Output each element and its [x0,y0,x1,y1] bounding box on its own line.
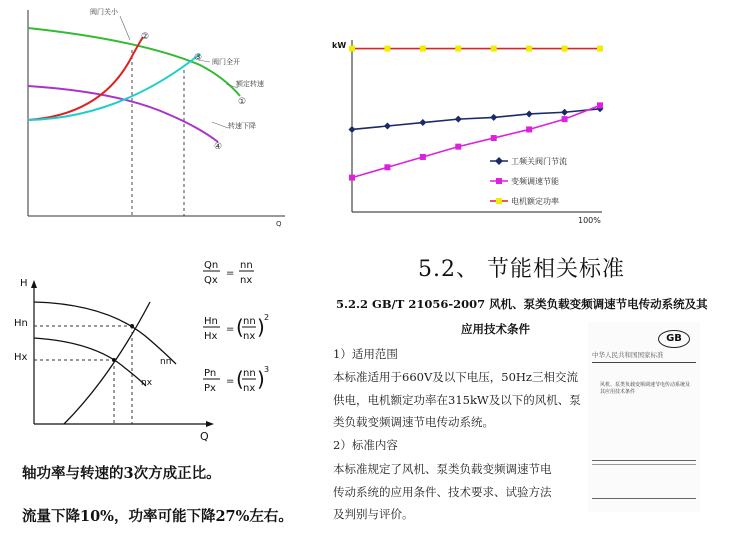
svg-text:3: 3 [264,365,270,374]
standard-heading-cont: 应用技术条件 [461,322,530,336]
series-point-2-1 [384,46,390,52]
cover-org: 中华人民共和国国家标准 [592,351,664,359]
series-point-2-7 [597,46,603,52]
item1-line: 供电，电机额定功率在315kW及以下的风机、泵 [333,393,581,407]
series-point-0-4 [490,114,497,121]
svg-text:): ) [257,315,265,339]
operating-point [130,324,134,328]
svg-text:nn: nn [243,316,256,327]
label-q-axis: Q [276,220,282,228]
svg-text:2: 2 [264,313,270,322]
series-point-1-2 [420,154,426,160]
y-axis-arrow [31,280,37,288]
cover-rule [592,498,696,499]
svg-text:(: ( [236,315,244,339]
series-point-0-2 [419,119,426,126]
series-point-1-6 [562,116,568,122]
cover-rule [592,460,696,461]
series-point-0-6 [561,109,568,116]
label-nx: nx [141,378,153,388]
series-point-2-4 [491,46,497,52]
chart-legend [490,156,567,206]
item2-line: 及判别与评价。 [333,507,414,521]
caption-power-reduction: 流量下降10%，功率可能下降27%左右。 [22,508,293,525]
series-point-2-3 [455,46,461,52]
svg-text:(: ( [236,367,244,391]
label-pt1: ① [238,97,247,107]
series-point-2-2 [420,46,426,52]
series-point-0-5 [526,110,533,117]
svg-text:nx: nx [243,383,256,394]
label-hn: Hn [14,318,28,329]
pump-curves-diagram [0,0,300,240]
item2-title: 2）标准内容 [333,438,398,452]
cover-title: 风机、泵类负载变频调速节电传动系统及其应用技术条件 [600,382,691,395]
series-point-0-1 [384,123,391,130]
svg-text:=: = [226,324,235,335]
standard-heading: 5.2.2 GB/T 21056-2007 风机、泵类负载变频调速节电传动系统及其 [336,297,708,311]
series-point-1-4 [491,135,497,141]
svg-text:nx: nx [243,331,256,342]
label-pt2: ② [141,32,150,42]
svg-text:Hn: Hn [204,316,218,327]
x-axis-arrow [206,421,214,427]
item1-line: 类负载变频调速节电传动系统。 [333,415,494,429]
cover-rule [592,362,696,363]
series-point-2-0 [349,46,355,52]
label-pt4: ④ [214,142,223,152]
y-axis-label: kW [332,41,347,50]
leader-line [120,16,130,40]
y-axis-label: H [20,278,28,289]
curve-nx [34,338,146,386]
legend-marker-rated [496,198,502,204]
series-point-1-5 [526,126,532,132]
svg-text:nn: nn [240,260,253,271]
label-nn: nn [160,357,172,367]
svg-text:Hx: Hx [204,331,218,342]
series-point-2-5 [526,46,532,52]
system-curve [64,302,150,424]
legend-marker-vfd [496,178,502,184]
series-point-1-0 [349,175,355,181]
series-point-2-6 [562,46,568,52]
section-title: 5.2、 节能相关标准 [418,257,625,282]
legend-marker-throttle [495,157,503,165]
label-pt3: ③ [194,53,203,63]
power-comparison-chart [330,30,610,230]
x-tick-label: 100% [578,216,601,225]
leader-line [212,122,228,128]
svg-text:Px: Px [204,383,216,394]
series-point-1-1 [384,164,390,170]
item2-line: 本标准规定了风机、泵类负载变频调速节电 [333,462,552,476]
valve-closed-system-curve [28,37,143,120]
formula-head [203,313,269,342]
item1-line: 本标准适用于660V及以下电压，50Hz三相交流 [333,370,578,384]
reduced-speed-curve [28,86,218,142]
svg-text:Qx: Qx [204,275,218,286]
svg-text:nx: nx [240,275,253,286]
series-point-1-3 [455,144,461,150]
legend-label-vfd: 变频调速节能 [511,177,559,186]
formula-power [203,365,269,394]
affinity-law-formulas [200,256,290,416]
formula-flow [203,260,254,286]
series-point-0-3 [455,116,462,123]
valve-open-system-curve [28,53,203,120]
item1-title: 1）适用范围 [333,347,398,361]
legend-label-throttle: 工频关阀门节流 [511,157,567,166]
svg-text:): ) [257,367,265,391]
svg-text:Pn: Pn [204,368,217,379]
svg-text:Qn: Qn [204,260,219,271]
x-axis-label: Q [200,430,209,443]
svg-text:=: = [226,376,235,387]
operating-point [112,358,116,362]
legend-label-rated: 电机额定功率 [511,197,559,206]
label-hx: Hx [14,352,28,363]
label-valve-open: 阀门全开 [212,58,240,66]
label-valve-closed: 阀门关小 [90,8,118,16]
label-rated-speed: 额定转速 [236,80,264,88]
svg-text:nn: nn [243,368,256,379]
caption-power-cube: 轴功率与转速的3次方成正比。 [22,465,221,482]
item2-line: 传动系统的应用条件、技术要求、试验方法 [333,485,552,499]
gb-logo: GB [658,330,690,348]
cover-rule [592,464,696,465]
svg-text:=: = [226,268,235,279]
series-point-1-7 [597,102,603,108]
series-point-0-0 [349,126,356,133]
label-reduced-speed: 转速下降 [228,122,256,130]
standard-cover-thumbnail [588,322,700,512]
